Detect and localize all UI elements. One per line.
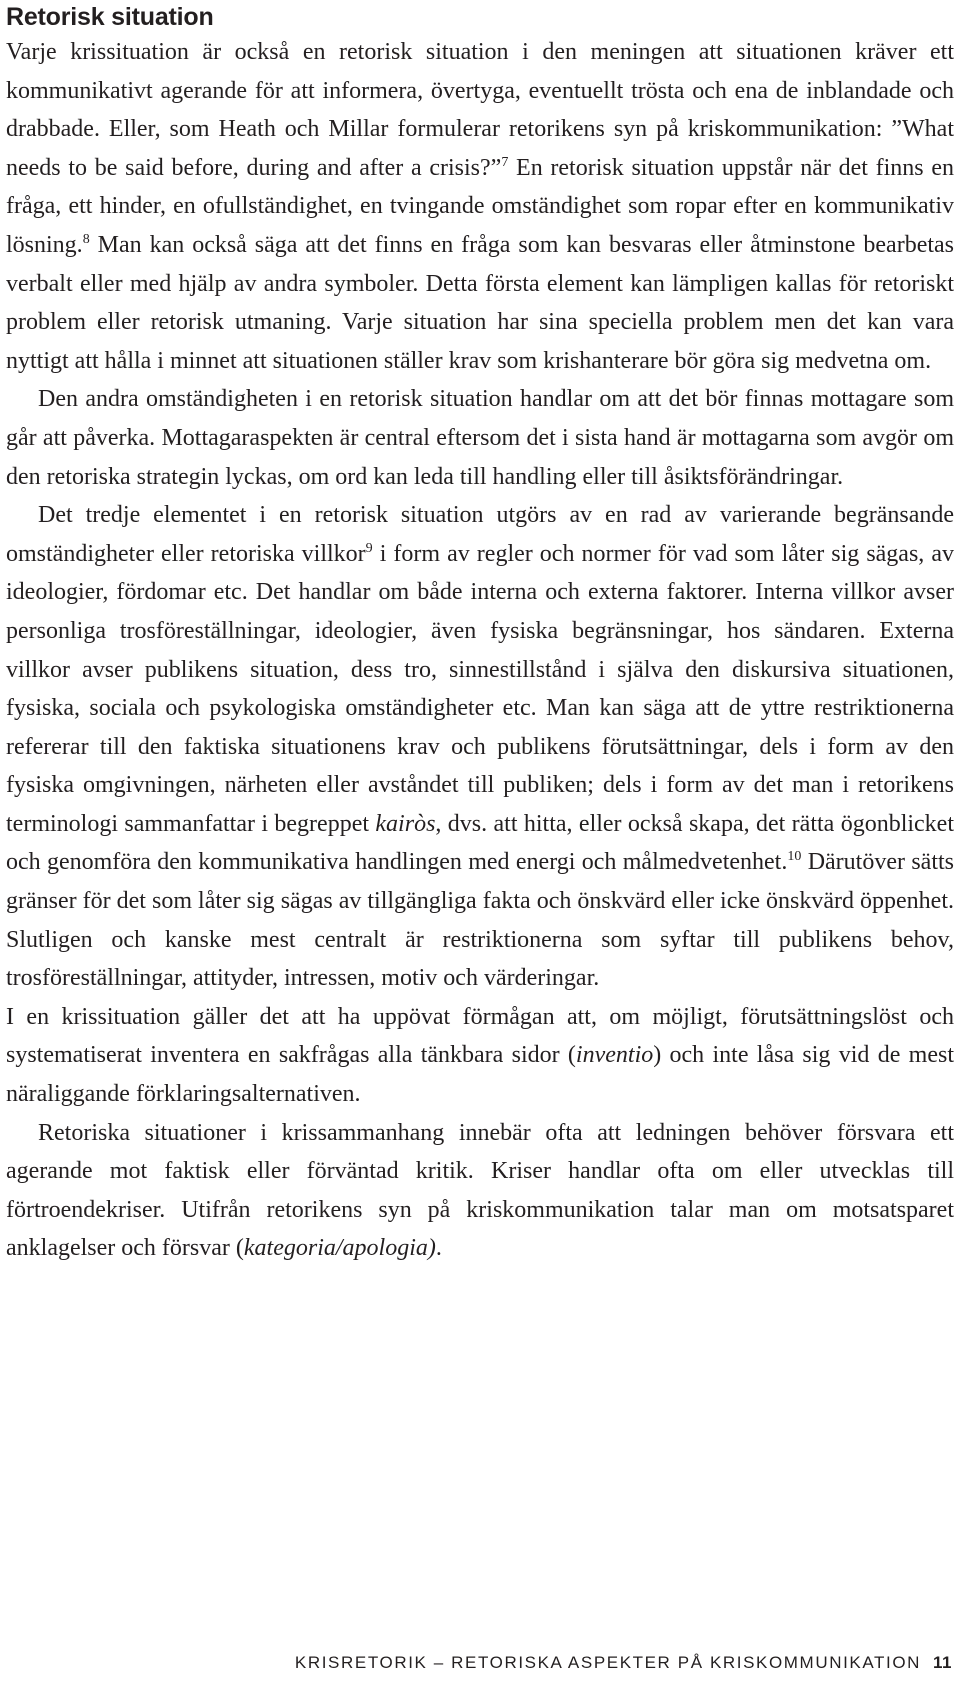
- paragraph-1-text-b: En retorisk situation uppstår när det finns en fråga, ett hinder, en ofullständighet, en tvingande omständighet som ropar efter en kommunikativ lösning.: [6, 154, 954, 258]
- page-footer: [295, 1653, 952, 1673]
- paragraph-3-text-a: Det tredje elementet i en retorisk situation utgörs av en rad av varierande begränsande omständigheter eller retoriska villkor: [6, 502, 954, 567]
- paragraph-4-text-a: I en krissituation gäller det att ha uppövat förmågan att, om möjligt, förutsättningslöst och systematiserat inventera en sakfrågas alla tänkbara sidor (: [6, 1003, 954, 1069]
- body-text: [6, 33, 954, 1268]
- section-heading: Retorisk situation: [6, 3, 214, 31]
- paragraph-3: [6, 496, 954, 998]
- paragraph-5-text-a: Retoriska situationer i krissammanhang innebär ofta att ledningen behöver försvara ett agerande mot faktisk eller förväntad kritik. Kriser handlar ofta om eller utvecklas till förtroendekriser. Utifrån retorikens syn på kriskommunikation talar man om motsatsparet anklagelser och försvar (: [6, 1119, 954, 1262]
- term-kategoria-apologia: kategoria/apologia): [243, 1235, 436, 1262]
- footnote-ref-7[interactable]: 7: [501, 154, 509, 170]
- paragraph-1-text-c: Man kan också säga att det finns en fråga som kan besvaras eller åtminstone bearbetas verbalt eller med hjälp av andra symboler. Detta första element kan lämpligen kallas för retoriskt problem eller retorisk utmaning. Varje situation har sina speciella problem men det kan vara nyttigt att hålla i minnet att situationen ställer krav som krishanterare bör göra sig medvetna om.: [6, 231, 954, 374]
- paragraph-4-text-b: ) och inte låsa sig vid de mest näraliggande förklaringsalternativen.: [6, 1042, 954, 1108]
- term-inventio: inventio: [575, 1042, 654, 1069]
- paragraph-5: [6, 1114, 954, 1268]
- paragraph-5-text-b: .: [435, 1235, 442, 1262]
- paragraph-2: Den andra omständigheten i en retorisk situation handlar om att det bör finnas mottagare som går att påverka. Mottagaraspekten är central eftersom det i sista hand är mottagarna som avgör om den retoriska strategin lyckas, om ord kan leda till handling eller till åsiktsförändringar.: [6, 386, 954, 490]
- page: [6, 0, 954, 1268]
- paragraph-3-text-c: , dvs. att hitta, eller också skapa, det rätta ögonblicket och genomföra den kommunikativa handlingen med energi och målmedvetenhet.: [6, 810, 955, 876]
- running-title: KRISRETORIK – RETORISKA ASPEKTER PÅ KRISKOMMUNIKATION: [294, 1653, 922, 1672]
- footnote-ref-9[interactable]: 9: [365, 540, 373, 556]
- footnote-ref-8[interactable]: 8: [82, 231, 90, 247]
- page-number: 11: [933, 1653, 952, 1672]
- paragraph-3-text-b: i form av regler och normer för vad som låter sig sägas, av ideologier, fördomar etc. Det handlar om både interna och externa faktorer. Interna villkor avser personliga trosföreställningar, ideologier, även fysiska begränsningar, hos sändaren. Externa villkor avser publikens situation, dess tro, sinnestillstånd i själva den diskursiva situationen, fysiska, sociala och psykologiska omständigheter etc. Man kan säga att de yttre restriktionerna refererar till den faktiska situationens krav och publikens förutsättningar, dels i form av den fysiska omgivningen, närheten eller avståndet till publiken; dels i form av det man i retorikens terminologi sammanfattar i begreppet: [6, 540, 954, 837]
- term-kairos: kairòs: [375, 810, 436, 837]
- paragraph-3-text-d: Därutöver sätts gränser för det som låter sig sägas av tillgängliga fakta och önskvärd eller icke önskvärd öppenhet. Slutligen och kanske mest centralt är restriktionerna som syftar till publikens behov, trosföreställningar, attityder, intressen, motiv och värderingar.: [6, 849, 954, 992]
- paragraph-1-text-a: Varje krissituation är också en retorisk situation i den meningen att situationen kräver ett kommunikativt agerande för att informera, övertyga, eventuellt trösta och ena de inblandade och drabbade. Eller, som Heath och Millar formulerar retorikens syn på kriskommunikation: ”What needs to be said before, during and after a crisis?”: [6, 39, 954, 181]
- footnote-ref-10[interactable]: 10: [787, 849, 802, 865]
- paragraph-4: [6, 998, 954, 1114]
- paragraph-1: [6, 33, 954, 380]
